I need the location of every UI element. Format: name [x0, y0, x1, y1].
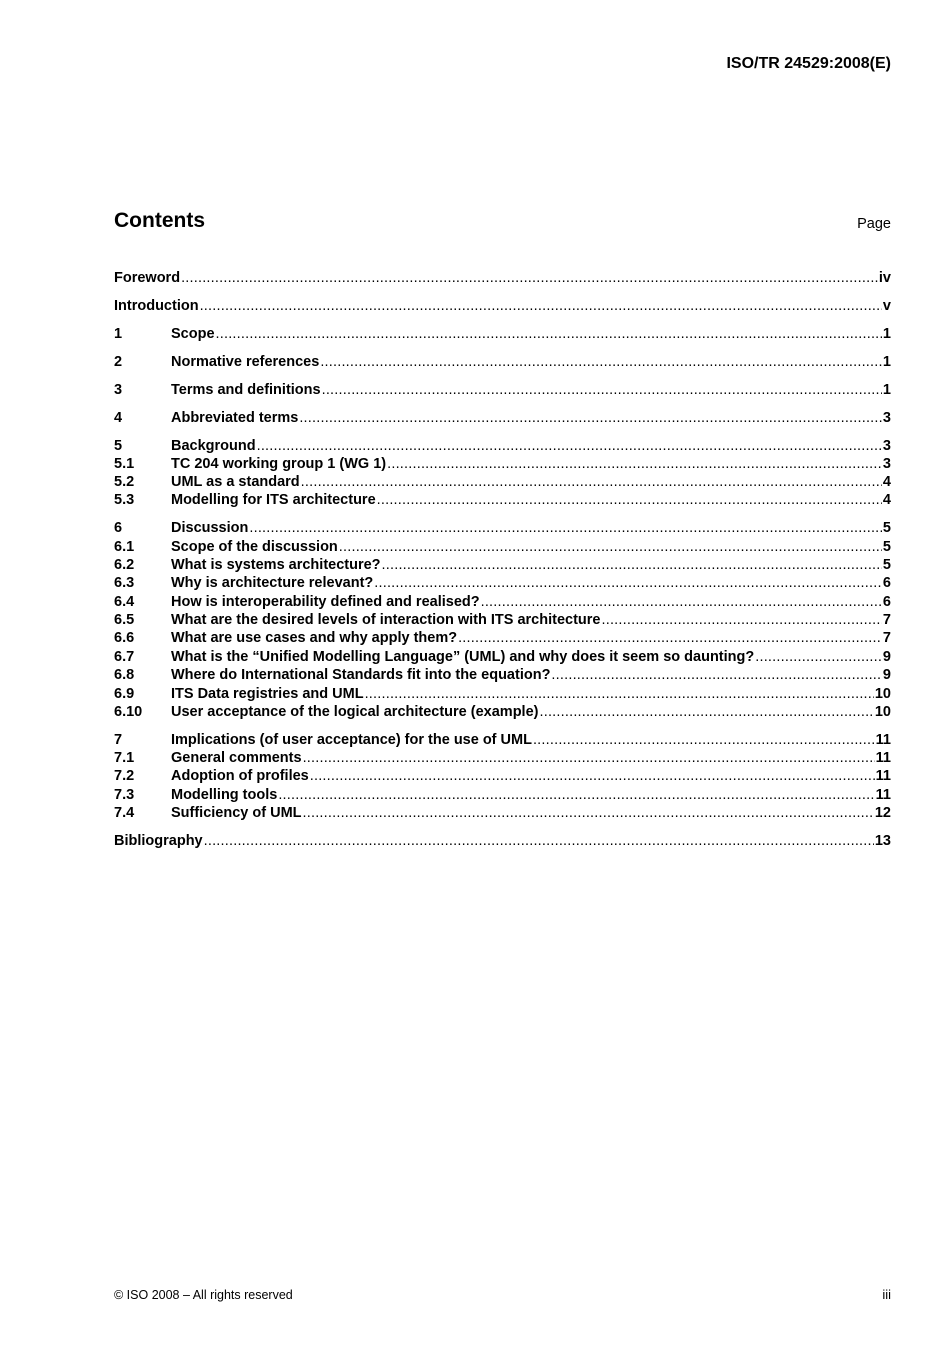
- toc-entry-page: 3: [882, 438, 891, 454]
- toc-entry[interactable]: [114, 648, 891, 666]
- toc-entry[interactable]: [114, 685, 891, 703]
- toc-entry[interactable]: [114, 832, 891, 850]
- toc-entry[interactable]: [114, 611, 891, 629]
- toc-entry-page: 1: [882, 382, 891, 398]
- toc-entry-number: 6.10: [114, 704, 143, 720]
- toc-entry-page: 6: [882, 594, 891, 610]
- toc-entry-number: 6.2: [114, 557, 135, 573]
- dot-leader: [303, 804, 874, 822]
- dot-leader: [249, 519, 882, 537]
- toc-entry-number: 6.5: [114, 612, 135, 628]
- toc-entry[interactable]: [114, 767, 891, 785]
- toc-entry-number: 6.4: [114, 594, 135, 610]
- toc-entry-number: 6.7: [114, 649, 135, 665]
- dot-leader: [181, 269, 878, 287]
- toc-entry-number: 5.1: [114, 456, 135, 472]
- dot-leader: [755, 648, 882, 666]
- toc-entry[interactable]: [114, 455, 891, 473]
- contents-title: Contents: [114, 209, 205, 232]
- toc-entry-title: ITS Data registries and UML: [171, 686, 364, 702]
- toc-entry-title: What are use cases and why apply them?: [171, 630, 458, 646]
- toc-entry-page: 13: [874, 833, 891, 849]
- dot-leader: [310, 767, 875, 785]
- toc-entry-number: 6.8: [114, 667, 135, 683]
- toc-entry-number: 7.4: [114, 805, 135, 821]
- toc-entry-page: 1: [882, 326, 891, 342]
- toc-entry-number: 3: [114, 382, 123, 398]
- toc-entry-page: 10: [874, 686, 891, 702]
- dot-leader: [322, 381, 882, 399]
- toc-entry-page: 4: [882, 474, 891, 490]
- toc-entry[interactable]: [114, 409, 891, 427]
- toc-entry[interactable]: [114, 731, 891, 749]
- dot-leader: [301, 473, 882, 491]
- dot-leader: [320, 353, 882, 371]
- page-number: iii: [882, 1287, 891, 1302]
- toc-entry-page: 7: [882, 630, 891, 646]
- toc-entry-page: 4: [882, 492, 891, 508]
- toc-entry-page: iv: [878, 270, 891, 286]
- toc-entry[interactable]: [114, 629, 891, 647]
- toc-entry-number: 6.9: [114, 686, 135, 702]
- toc-entry[interactable]: [114, 353, 891, 371]
- dot-leader: [257, 437, 882, 455]
- toc-entry-title: Where do International Standards fit into the equation?: [171, 667, 551, 683]
- toc-entry-title: Normative references: [171, 354, 320, 370]
- dot-leader: [204, 832, 874, 850]
- dot-leader: [339, 538, 882, 556]
- dot-leader: [278, 786, 874, 804]
- toc-entry-title: Why is architecture relevant?: [171, 575, 374, 591]
- toc-entry[interactable]: [114, 297, 891, 315]
- toc-entry-title: General comments: [171, 750, 302, 766]
- toc-entry-page: v: [882, 298, 891, 314]
- toc-entry-page: 10: [874, 704, 891, 720]
- dot-leader: [481, 593, 882, 611]
- toc-entry-page: 1: [882, 354, 891, 370]
- toc-entry-number: 5.2: [114, 474, 135, 490]
- dot-leader: [374, 574, 882, 592]
- page-column-label: Page: [857, 216, 891, 232]
- toc-entry[interactable]: [114, 703, 891, 721]
- toc-entry-title: How is interoperability defined and realised?: [171, 594, 480, 610]
- toc-entry-number: 6.6: [114, 630, 135, 646]
- toc-entry-number: 5.3: [114, 492, 135, 508]
- toc-entry-number: 2: [114, 354, 123, 370]
- toc-entry[interactable]: [114, 269, 891, 287]
- toc-entry-page: 7: [882, 612, 891, 628]
- toc-entry-page: 11: [875, 787, 891, 803]
- dot-leader: [551, 666, 882, 684]
- toc-entry-title: Bibliography: [114, 833, 203, 849]
- toc-entry-title: Implications (of user acceptance) for the use of UML: [171, 732, 532, 748]
- toc-entry-title: What are the desired levels of interaction with ITS architecture: [171, 612, 601, 628]
- toc-entry-title: Modelling tools: [171, 787, 278, 803]
- dot-leader: [382, 556, 882, 574]
- toc-entry-number: 7.1: [114, 750, 135, 766]
- toc-entry-title: Scope: [171, 326, 215, 342]
- dot-leader: [387, 455, 882, 473]
- copyright-notice: © ISO 2008 – All rights reserved: [114, 1288, 293, 1302]
- toc-entry-title: What is the “Unified Modelling Language” (UML) and why does it seem so daunting?: [171, 649, 755, 665]
- toc-entry[interactable]: [114, 491, 891, 509]
- toc-entry-title: Modelling for ITS architecture: [171, 492, 376, 508]
- toc-entry[interactable]: [114, 666, 891, 684]
- toc-entry-number: 6.3: [114, 575, 135, 591]
- toc-entry-number: 4: [114, 410, 123, 426]
- dot-leader: [539, 703, 873, 721]
- toc-entry-number: 7: [114, 732, 123, 748]
- toc-entry-title: Background: [171, 438, 256, 454]
- dot-leader: [216, 325, 882, 343]
- toc-entry-page: 5: [882, 539, 891, 555]
- toc-entry-title: Foreword: [114, 270, 181, 286]
- toc-entry-page: 6: [882, 575, 891, 591]
- dot-leader: [377, 491, 882, 509]
- toc-entry-number: 6.1: [114, 539, 135, 555]
- toc-entry-title: Sufficiency of UML: [171, 805, 302, 821]
- toc-entry-title: What is systems architecture?: [171, 557, 381, 573]
- toc-entry-page: 12: [874, 805, 891, 821]
- toc-entry-page: 3: [882, 456, 891, 472]
- toc-entry-number: 6: [114, 520, 123, 536]
- toc-entry-title: User acceptance of the logical architecture (example): [171, 704, 539, 720]
- dot-leader: [200, 297, 882, 315]
- toc-entry[interactable]: [114, 538, 891, 556]
- toc-entry-page: 5: [882, 557, 891, 573]
- toc-entry-page: 9: [882, 667, 891, 683]
- toc-entry-number: 1: [114, 326, 123, 342]
- toc-entry[interactable]: [114, 786, 891, 804]
- toc-entry[interactable]: [114, 804, 891, 822]
- toc-entry-number: 7.3: [114, 787, 135, 803]
- toc-entry[interactable]: [114, 556, 891, 574]
- document-id: ISO/TR 24529:2008(E): [726, 55, 891, 72]
- toc-entry-page: 5: [882, 520, 891, 536]
- toc-entry-page: 11: [875, 750, 891, 766]
- dot-leader: [299, 409, 882, 427]
- toc-entry[interactable]: [114, 325, 891, 343]
- dot-leader: [365, 685, 874, 703]
- toc-entry-number: 7.2: [114, 768, 135, 784]
- toc-entry[interactable]: [114, 574, 891, 592]
- dot-leader: [601, 611, 881, 629]
- toc-entry-page: 9: [882, 649, 891, 665]
- toc-entry-page: 3: [882, 410, 891, 426]
- toc-entry-title: UML as a standard: [171, 474, 300, 490]
- toc-entry[interactable]: [114, 519, 891, 537]
- toc-entry-title: Terms and definitions: [171, 382, 321, 398]
- toc-entry-page: 11: [875, 768, 891, 784]
- toc-entry-title: Introduction: [114, 298, 199, 314]
- toc-entry-number: 5: [114, 438, 123, 454]
- toc-entry-title: Discussion: [171, 520, 249, 536]
- toc-entry-title: TC 204 working group 1 (WG 1): [171, 456, 387, 472]
- toc-entry[interactable]: [114, 593, 891, 611]
- dot-leader: [533, 731, 875, 749]
- toc-entry[interactable]: [114, 473, 891, 491]
- toc-entry[interactable]: [114, 381, 891, 399]
- toc-entry-title: Scope of the discussion: [171, 539, 338, 555]
- toc-entry-title: Abbreviated terms: [171, 410, 299, 426]
- toc-entry[interactable]: [114, 749, 891, 767]
- toc-entry-title: Adoption of profiles: [171, 768, 309, 784]
- dot-leader: [303, 749, 875, 767]
- toc-entry-page: 11: [875, 732, 891, 748]
- dot-leader: [458, 629, 882, 647]
- toc-entry[interactable]: [114, 437, 891, 455]
